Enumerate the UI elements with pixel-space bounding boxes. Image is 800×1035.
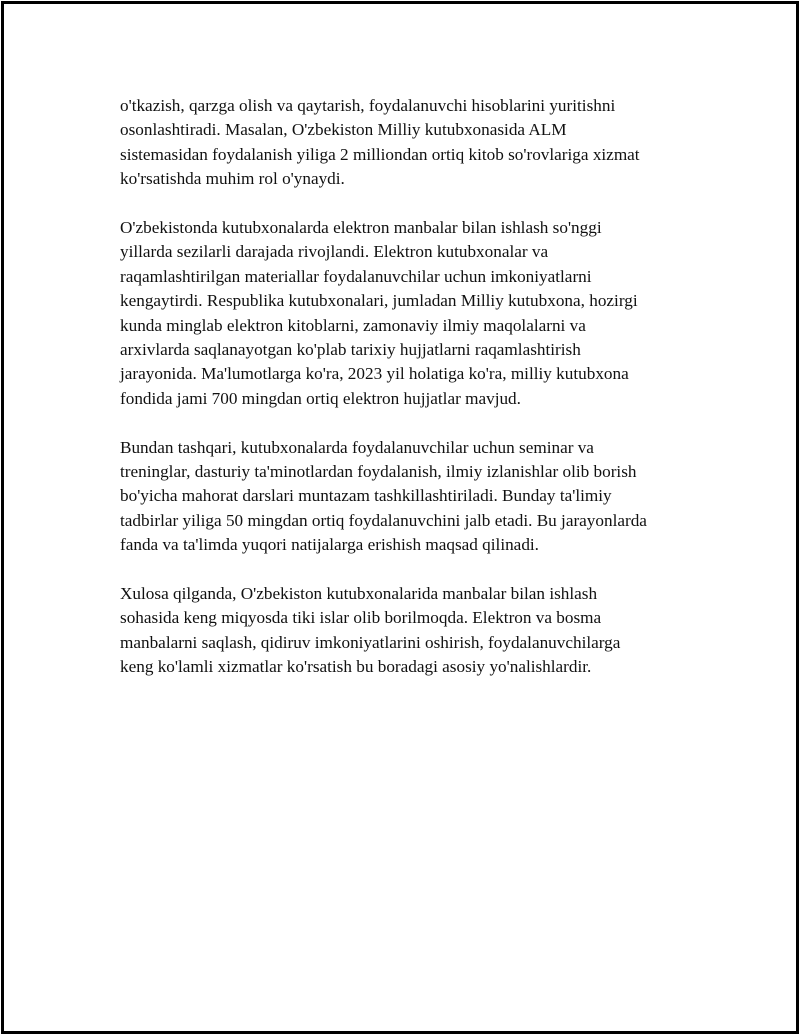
paragraph-2 bbox=[120, 216, 700, 411]
text-line: arxivlarda saqlanayotgan ko'plab tarixiy hujjatlarni raqamlashtirish bbox=[120, 340, 581, 360]
text-line: keng ko'lamli xizmatlar ko'rsatish bu boradagi asosiy yo'nalishlardir. bbox=[120, 657, 592, 677]
text-line: osonlashtiradi. Masalan, O'zbekiston Milliy kutubxonasida ALM bbox=[120, 120, 567, 140]
text-line: jarayonida. Ma'lumotlarga ko'ra, 2023 yil holatiga ko'ra, milliy kutubxona bbox=[120, 364, 629, 384]
text-line: bo'yicha mahorat darslari muntazam tashkillashtiriladi. Bunday ta'limiy bbox=[120, 486, 612, 506]
paragraph-4 bbox=[120, 582, 700, 680]
text-line: manbalarni saqlash, qidiruv imkoniyatlarini oshirish, foydalanuvchilarga bbox=[120, 632, 621, 652]
page-frame bbox=[1, 1, 799, 1034]
text-line: tadbirlar yiliga 50 mingdan ortiq foydalanuvchini jalb etadi. Bu jarayonlarda bbox=[120, 510, 647, 530]
text-line: treninglar, dasturiy ta'minotlardan foydalanish, ilmiy izlanishlar olib borish bbox=[120, 462, 637, 482]
text-line: o'tkazish, qarzga olish va qaytarish, foydalanuvchi hisoblarini yuritishni bbox=[120, 96, 616, 115]
text-line: ko'rsatishda muhim rol o'ynaydi. bbox=[120, 169, 345, 189]
text-line: fondida jami 700 mingdan ortiq elektron hujjatlar mavjud. bbox=[120, 388, 521, 408]
text-line: sohasida keng miqyosda tiki islar olib borilmoqda. Elektron va bosma bbox=[120, 608, 602, 628]
text-line: kunda minglab elektron kitoblarni, zamonaviy ilmiy maqolalarni va bbox=[120, 315, 586, 335]
text-line: Bundan tashqari, kutubxonalarda foydalanuvchilar uchun seminar va bbox=[120, 437, 594, 457]
document-body bbox=[120, 94, 700, 704]
text-line: sistemasidan foydalanish yiliga 2 milliondan ortiq kitob so'rovlariga xizmat bbox=[120, 144, 640, 164]
paragraph-1 bbox=[120, 94, 700, 192]
text-line: fanda va ta'limda yuqori natijalarga erishish maqsad qilinadi. bbox=[120, 535, 539, 555]
text-line: Xulosa qilganda, O'zbekiston kutubxonalarida manbalar bilan ishlash bbox=[120, 584, 598, 604]
text-line: O'zbekistonda kutubxonalarda elektron manbalar bilan ishlash so'nggi bbox=[120, 218, 602, 238]
paragraph-3 bbox=[120, 436, 700, 558]
text-line: yillarda sezilarli darajada rivojlandi. Elektron kutubxonalar va bbox=[120, 242, 549, 262]
text-line: raqamlashtirilgan materiallar foydalanuvchilar uchun imkoniyatlarni bbox=[120, 266, 592, 286]
text-line: kengaytirdi. Respublika kutubxonalari, jumladan Milliy kutubxona, hozirgi bbox=[120, 291, 638, 311]
